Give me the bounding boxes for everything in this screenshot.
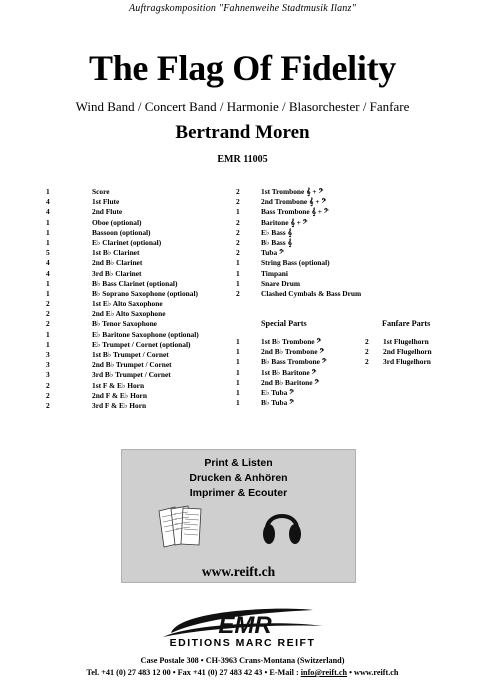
part-row bbox=[236, 388, 366, 398]
instrumentation-line: Wind Band / Concert Band / Harmonie / Blasorchester / Fanfare bbox=[75, 99, 410, 114]
part-name: 2nd B♭ Baritone 𝄢 bbox=[261, 377, 320, 387]
part-row bbox=[236, 238, 436, 248]
part-row bbox=[236, 289, 436, 299]
part-name: 2nd Flute bbox=[92, 207, 123, 217]
piece-title: The Flag Of Fidelity bbox=[89, 48, 396, 88]
part-row bbox=[46, 279, 236, 289]
part-row bbox=[236, 207, 436, 217]
part-quantity: 2 bbox=[236, 288, 240, 298]
part-quantity: 2 bbox=[365, 357, 369, 367]
part-row bbox=[46, 228, 236, 238]
part-row bbox=[46, 381, 236, 391]
part-row bbox=[46, 207, 236, 217]
part-row bbox=[236, 228, 436, 238]
part-quantity: 1 bbox=[236, 357, 240, 367]
part-quantity: 1 bbox=[236, 258, 240, 268]
special-parts-list bbox=[236, 337, 366, 408]
part-name: 2nd F & E♭ Horn bbox=[92, 390, 147, 400]
part-quantity: 1 bbox=[46, 237, 50, 247]
part-name: Timpani bbox=[261, 268, 288, 278]
logo-text: EMR bbox=[218, 612, 272, 638]
part-name: 2nd B♭ Clarinet bbox=[92, 258, 143, 268]
part-quantity: 1 bbox=[236, 268, 240, 278]
phone-fax: Tel. +41 (0) 27 483 12 00 • Fax +41 (0) 27 483 42 43 • E-Mail : bbox=[86, 668, 301, 677]
part-name: B♭ Bass Trombone 𝄢 bbox=[261, 357, 327, 367]
part-row bbox=[46, 258, 236, 268]
part-row bbox=[46, 269, 236, 279]
special-parts-heading: Special Parts bbox=[261, 319, 307, 328]
publisher-address: Case Postale 308 • CH-3963 Crans-Montana (Switzerland) bbox=[140, 656, 345, 665]
part-name: 1st F & E♭ Horn bbox=[92, 380, 145, 390]
part-row bbox=[46, 360, 236, 370]
part-quantity: 1 bbox=[46, 227, 50, 237]
part-quantity: 1 bbox=[236, 337, 240, 346]
part-row bbox=[236, 347, 366, 357]
part-quantity: 1 bbox=[236, 377, 240, 387]
part-quantity: 2 bbox=[236, 217, 240, 227]
part-quantity: 2 bbox=[46, 400, 50, 410]
part-name: 2nd B♭ Trumpet / Cornet bbox=[92, 360, 172, 370]
part-quantity: 2 bbox=[236, 248, 240, 258]
part-name: Score bbox=[92, 187, 110, 196]
fanfare-parts-list bbox=[365, 337, 455, 368]
part-name: B♭ Tenor Saxophone bbox=[92, 319, 157, 329]
part-quantity: 2 bbox=[236, 187, 240, 196]
part-name: E♭ Baritone Saxophone (optional) bbox=[92, 329, 199, 339]
part-name: B♭ Soprano Saxophone (optional) bbox=[92, 288, 198, 298]
part-row bbox=[236, 218, 436, 228]
fanfare-parts-heading: Fanfare Parts bbox=[382, 319, 431, 328]
part-row bbox=[236, 368, 366, 378]
parts-list-right bbox=[236, 187, 436, 299]
part-quantity: 3 bbox=[46, 350, 50, 359]
part-row bbox=[365, 357, 455, 367]
part-row bbox=[365, 347, 455, 357]
part-name: B♭ Tuba 𝄢 bbox=[261, 398, 294, 408]
part-name: String Bass (optional) bbox=[261, 258, 330, 268]
part-row bbox=[46, 187, 236, 197]
part-name: Oboe (optional) bbox=[92, 217, 142, 227]
part-row bbox=[236, 248, 436, 258]
part-name: Snare Drum bbox=[261, 278, 301, 288]
emr-logo bbox=[157, 606, 327, 638]
part-row bbox=[46, 330, 236, 340]
part-name: Baritone 𝄞 + 𝄢 bbox=[261, 217, 308, 227]
part-name: 1st Flute bbox=[92, 197, 120, 207]
part-name: Clashed Cymbals & Bass Drum bbox=[261, 288, 362, 298]
part-quantity: 1 bbox=[46, 217, 50, 227]
part-name: E♭ Clarinet (optional) bbox=[92, 237, 162, 247]
email-link[interactable]: info@reift.ch bbox=[300, 668, 348, 677]
part-name: 3rd B♭ Clarinet bbox=[92, 268, 142, 278]
part-name: 2nd B♭ Trombone 𝄢 bbox=[261, 347, 325, 357]
part-quantity: 1 bbox=[236, 367, 240, 377]
part-name: 2nd Trombone 𝄞 + 𝄢 bbox=[261, 197, 327, 207]
part-row bbox=[236, 258, 436, 268]
part-quantity: 2 bbox=[236, 197, 240, 207]
part-quantity: 2 bbox=[236, 227, 240, 237]
part-row bbox=[236, 398, 366, 408]
part-row bbox=[236, 187, 436, 197]
part-row bbox=[46, 401, 236, 411]
part-row bbox=[236, 197, 436, 207]
part-name: 2nd E♭ Alto Saxophone bbox=[92, 309, 166, 319]
part-row bbox=[46, 248, 236, 258]
part-name: 3rd F & E♭ Horn bbox=[92, 400, 147, 410]
part-name: 1st E♭ Alto Saxophone bbox=[92, 299, 163, 309]
part-quantity: 4 bbox=[46, 197, 50, 207]
part-row bbox=[46, 350, 236, 360]
contact-line bbox=[0, 668, 485, 677]
part-quantity: 2 bbox=[46, 380, 50, 390]
part-quantity: 1 bbox=[236, 347, 240, 357]
part-row bbox=[46, 340, 236, 350]
part-quantity: 1 bbox=[236, 278, 240, 288]
part-quantity: 1 bbox=[236, 387, 240, 397]
part-name: 1st B♭ Clarinet bbox=[92, 248, 140, 258]
part-quantity: 1 bbox=[236, 207, 240, 217]
part-row bbox=[365, 337, 455, 347]
part-quantity: 2 bbox=[365, 347, 369, 357]
part-name: E♭ Bass 𝄞 bbox=[261, 227, 292, 237]
part-row bbox=[236, 337, 366, 347]
part-quantity: 3 bbox=[46, 370, 50, 380]
part-quantity: 2 bbox=[46, 309, 50, 319]
part-row bbox=[236, 357, 366, 367]
part-row bbox=[46, 319, 236, 329]
part-row bbox=[236, 279, 436, 289]
catalog-code: EMR 11005 bbox=[217, 154, 268, 165]
part-quantity: 1 bbox=[46, 278, 50, 288]
web-address[interactable]: • www.reift.ch bbox=[347, 668, 399, 677]
part-quantity: 3 bbox=[46, 360, 50, 370]
part-name: 1st B♭ Trumpet / Cornet bbox=[92, 350, 169, 359]
print-listen-box[interactable] bbox=[121, 449, 356, 583]
part-quantity: 2 bbox=[46, 390, 50, 400]
part-quantity: 4 bbox=[46, 207, 50, 217]
promo-imprimer-ecouter: Imprimer & Ecouter bbox=[189, 487, 288, 499]
part-row bbox=[46, 289, 236, 299]
part-quantity: 5 bbox=[46, 248, 50, 258]
promo-print-listen: Print & Listen bbox=[204, 457, 273, 469]
part-quantity: 4 bbox=[46, 268, 50, 278]
part-row bbox=[236, 378, 366, 388]
part-quantity: 4 bbox=[46, 258, 50, 268]
part-row bbox=[46, 370, 236, 380]
part-quantity: 1 bbox=[46, 329, 50, 339]
part-name: 3rd Flugelhorn bbox=[383, 357, 431, 367]
sheet-music-icon bbox=[155, 503, 207, 549]
part-quantity: 1 bbox=[46, 339, 50, 349]
part-name: B♭ Bass 𝄞 bbox=[261, 237, 292, 247]
part-name: Bassoon (optional) bbox=[92, 227, 151, 237]
commission-subtitle: Auftragskomposition "Fahnenweihe Stadtmusik Ilanz" bbox=[129, 3, 356, 14]
part-quantity: 2 bbox=[46, 319, 50, 329]
part-quantity: 2 bbox=[236, 237, 240, 247]
part-name: 1st Trombone 𝄞 + 𝄢 bbox=[261, 187, 324, 196]
part-name: Bass Trombone 𝄞 + 𝄢 bbox=[261, 207, 329, 217]
part-row bbox=[46, 299, 236, 309]
part-name: 3rd B♭ Trumpet / Cornet bbox=[92, 370, 171, 380]
part-quantity: 2 bbox=[365, 337, 369, 346]
part-name: Tuba 𝄢 bbox=[261, 248, 284, 258]
part-row bbox=[46, 218, 236, 228]
part-name: 2nd Flugelhorn bbox=[383, 347, 432, 357]
part-row bbox=[46, 238, 236, 248]
part-row bbox=[46, 197, 236, 207]
headphones-icon bbox=[260, 501, 304, 549]
parts-list-left bbox=[46, 187, 236, 411]
part-row bbox=[236, 269, 436, 279]
promo-website-link[interactable]: www.reift.ch bbox=[201, 564, 276, 579]
part-name: E♭ Trumpet / Cornet (optional) bbox=[92, 339, 191, 349]
promo-drucken-anhoren: Drucken & Anhören bbox=[189, 472, 288, 484]
composer-name: Bertrand Moren bbox=[175, 122, 310, 143]
part-name: 1st B♭ Baritone 𝄢 bbox=[261, 367, 317, 377]
part-name: E♭ Tuba 𝄢 bbox=[261, 387, 294, 397]
part-name: 1st Flugelhorn bbox=[383, 337, 429, 346]
part-row bbox=[46, 391, 236, 401]
publisher-name: EDITIONS MARC REIFT bbox=[169, 637, 316, 649]
part-row bbox=[46, 309, 236, 319]
part-quantity: 1 bbox=[236, 398, 240, 408]
part-quantity: 1 bbox=[46, 288, 50, 298]
part-quantity: 2 bbox=[46, 299, 50, 309]
part-name: B♭ Bass Clarinet (optional) bbox=[92, 278, 178, 288]
part-quantity: 1 bbox=[46, 187, 50, 196]
part-name: 1st B♭ Trombone 𝄢 bbox=[261, 337, 322, 346]
